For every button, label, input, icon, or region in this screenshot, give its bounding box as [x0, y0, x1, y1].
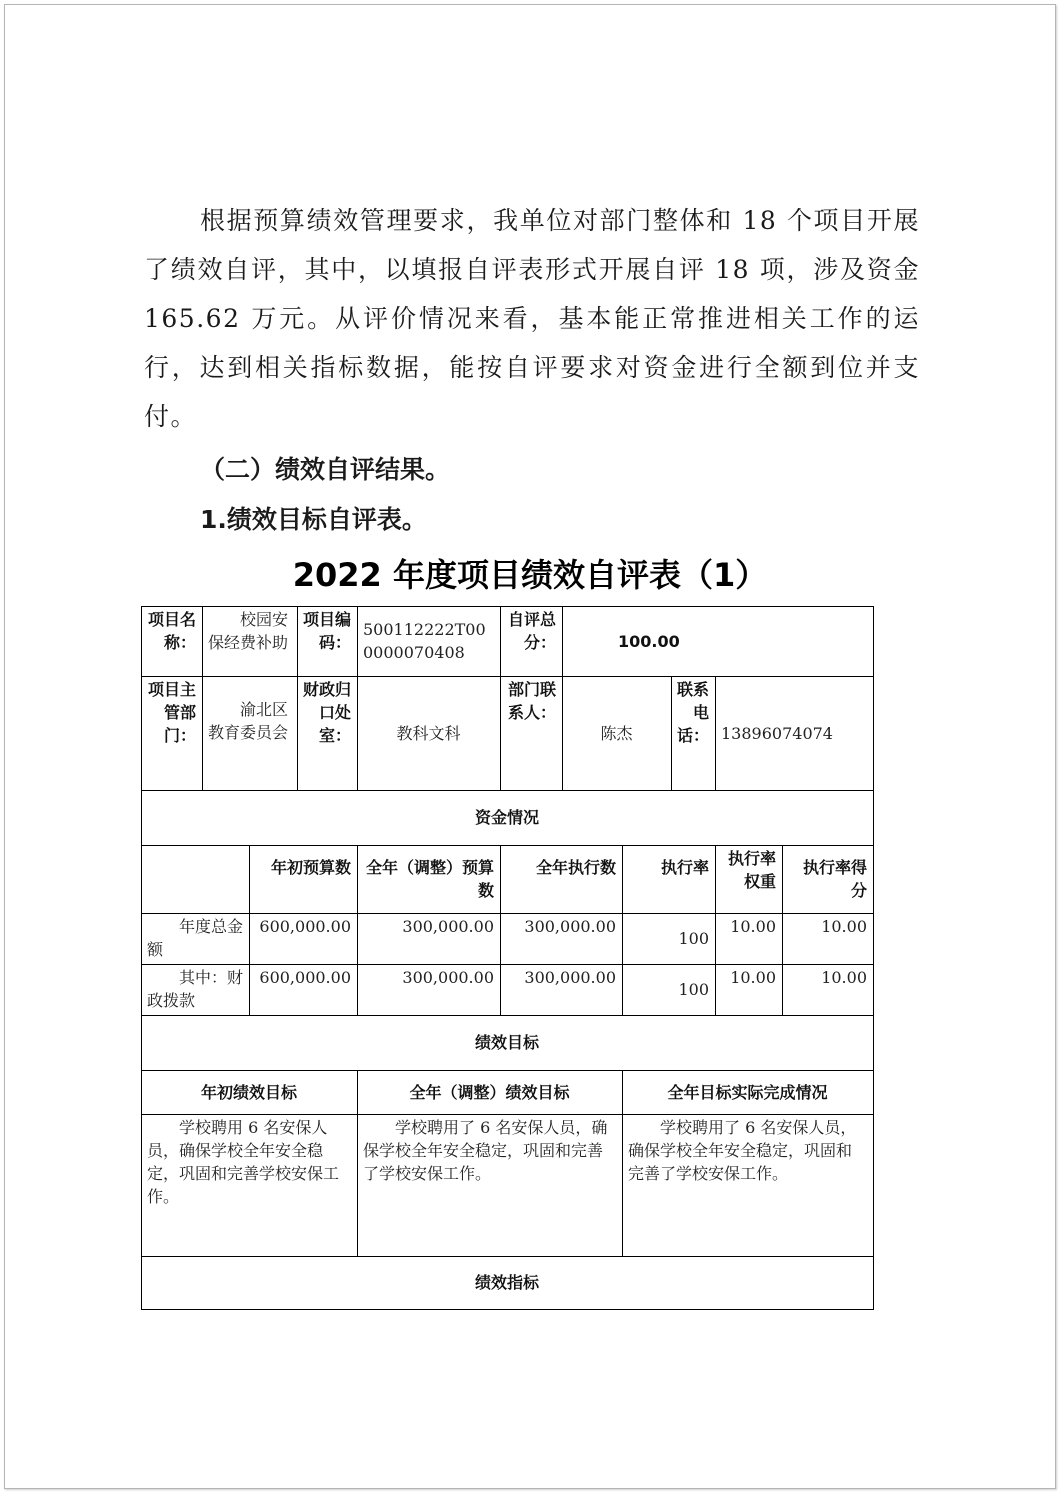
funds-section-title [141, 790, 873, 845]
finance-dept-text: 教科文科 [396, 723, 461, 743]
goals-section-title [141, 1015, 873, 1070]
indicators-section-title-text: 绩效指标 [474, 1273, 539, 1292]
grid-line [297, 606, 298, 790]
goals-section-title-text: 绩效目标 [474, 1033, 539, 1052]
goals-header-adjusted-text: 全年（调整）绩效目标 [409, 1082, 570, 1102]
grid-line [141, 1015, 874, 1016]
contact-text: 陈杰 [600, 723, 633, 743]
funds-row-total-rate [622, 913, 715, 964]
funds-row-total-executed: 300,000.00 [524, 917, 616, 936]
funds-row-fiscal-adjusted: 300,000.00 [402, 968, 494, 987]
grid-line [141, 1070, 874, 1071]
dept-value: 渝北区教育委员会 [208, 700, 289, 742]
funds-row-fiscal-initial: 600,000.00 [259, 968, 351, 987]
funds-row-fiscal-weight: 10.00 [730, 968, 776, 987]
subsection-heading-goal-table: 1.绩效目标自评表。 [200, 505, 427, 534]
funds-row-total-score: 10.00 [821, 917, 867, 936]
goals-header-initial [141, 1070, 357, 1114]
project-code-label: 项目编码： [303, 610, 352, 652]
funds-section-title-text: 资金情况 [474, 808, 539, 827]
body-paragraph: 根据预算绩效管理要求，我单位对部门整体和 18 个项目开展了绩效自评，其中，以填报自评表形式开展自评 18 项，涉及资金 165.62 万元。从评价情况来看，基本能正常推进相关工作的运行，达到相关指标数据，能按自评要求对资金进行全额到位并支付。 [144, 206, 920, 431]
project-code-text: 500112222T000000070408 [363, 620, 486, 662]
section-heading-results: （二）绩效自评结果。 [200, 455, 451, 484]
goals-header-adjusted [357, 1070, 622, 1114]
table-title: 2022 年度项目绩效自评表（1） [292, 556, 768, 594]
grid-line [715, 845, 716, 1015]
finance-dept-label: 财政归口处室： [303, 680, 352, 745]
grid-line [141, 845, 874, 846]
grid-line [141, 1309, 874, 1310]
dept-label: 项目主管部门： [147, 680, 196, 745]
total-score-value [562, 606, 873, 676]
grid-line [141, 913, 874, 914]
grid-line [500, 845, 501, 1015]
grid-line [671, 676, 672, 790]
funds-row-fiscal-label: 其中：财政拨款 [147, 968, 244, 1010]
project-code-value [357, 606, 500, 676]
funds-row-total-adjusted: 300,000.00 [402, 917, 494, 936]
grid-line [357, 1070, 358, 1256]
total-score-text: 100.00 [618, 631, 680, 651]
goal-adjusted-value: 学校聘用了 6 名安保人员，确保学校全年安全稳定，巩固和完善了学校安保工作。 [363, 1118, 608, 1183]
funds-row-fiscal-executed: 300,000.00 [524, 968, 616, 987]
grid-line [141, 790, 874, 791]
grid-line [715, 676, 716, 790]
phone-text: 13896074074 [721, 723, 833, 743]
funds-row-fiscal-rate-text: 100 [678, 980, 709, 999]
grid-line [141, 606, 142, 1310]
goal-actual-value: 学校聘用了 6 名安保人员，确保学校全年安全稳定，巩固和完善了学校安保工作。 [628, 1118, 857, 1183]
grid-line [141, 676, 874, 677]
project-name-label: 项目名称： [147, 610, 196, 652]
funds-header-initial: 年初预算数 [270, 858, 351, 877]
funds-header-adjusted: 全年（调整）预算数 [365, 858, 494, 900]
contact-value [562, 676, 671, 790]
grid-line [141, 964, 874, 965]
contact-label: 部门联系人： [507, 680, 556, 722]
indicators-section-title [141, 1256, 873, 1309]
funds-header-weight: 执行率权重 [727, 849, 776, 891]
grid-line [357, 845, 358, 1015]
funds-row-total-weight: 10.00 [730, 917, 776, 936]
grid-line [141, 606, 874, 607]
funds-header-executed: 全年执行数 [535, 858, 616, 877]
funds-row-fiscal-rate [622, 964, 715, 1015]
grid-line [622, 845, 623, 1015]
grid-line [562, 606, 563, 790]
goal-initial-value: 学校聘用 6 名安保人员，确保学校全年安全稳定，巩固和完善学校安保工作。 [147, 1118, 340, 1206]
grid-line [249, 845, 250, 1015]
grid-line [141, 1256, 874, 1257]
grid-line [782, 845, 783, 1015]
phone-value [715, 676, 873, 790]
goals-header-actual-text: 全年目标实际完成情况 [667, 1082, 828, 1102]
grid-line [141, 1114, 874, 1115]
goals-header-initial-text: 年初绩效目标 [200, 1082, 297, 1102]
funds-row-fiscal-score: 10.00 [821, 968, 867, 987]
funds-row-total-initial: 600,000.00 [259, 917, 351, 936]
funds-row-total-label: 年度总金额 [147, 917, 244, 959]
grid-line [357, 606, 358, 790]
grid-line [500, 606, 501, 790]
grid-line [873, 606, 874, 1310]
grid-line [622, 1070, 623, 1256]
project-name-value: 校园安保经费补助 [208, 610, 289, 652]
funds-header-blank [141, 845, 249, 913]
grid-line [202, 606, 203, 790]
phone-label: 联系电话： [677, 680, 710, 745]
funds-header-score: 执行率得分 [802, 858, 867, 900]
funds-row-total-rate-text: 100 [678, 929, 709, 948]
finance-dept-value [357, 676, 500, 790]
funds-header-rate: 执行率 [660, 858, 709, 877]
goals-header-actual [622, 1070, 873, 1114]
total-score-label: 自评总分： [507, 610, 556, 652]
